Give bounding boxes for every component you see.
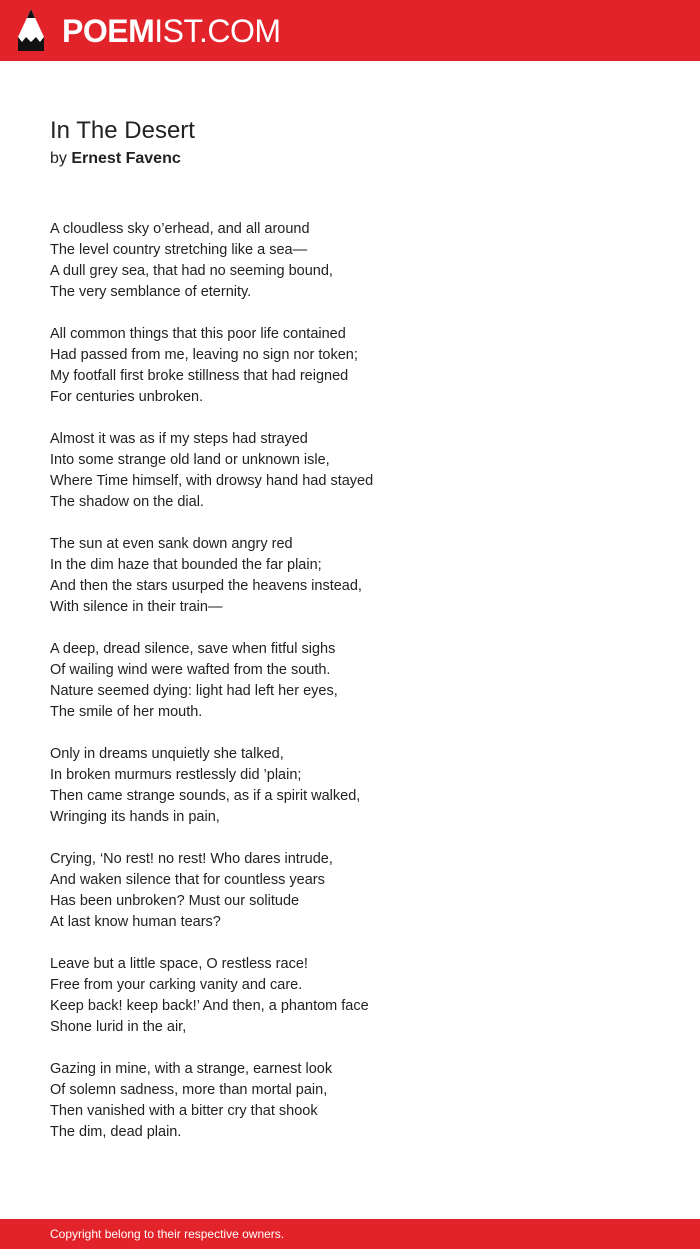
poem-line: Where Time himself, with drowsy hand had stayed: [50, 473, 374, 489]
poem-line: The dim, dead plain.: [50, 1124, 182, 1140]
poem-line: And then the stars usurped the heavens instead,: [50, 578, 362, 594]
site-logo[interactable]: [62, 11, 281, 51]
poem-line: Free from your carking vanity and care.: [50, 977, 303, 993]
site-footer: [0, 1219, 700, 1249]
stanza: [50, 324, 650, 408]
poem-line: Shone lurid in the air,: [50, 1019, 187, 1035]
poem-line: The smile of her mouth.: [50, 704, 203, 720]
poem-line: The level country stretching like a sea—: [50, 242, 308, 258]
stanza: [50, 1059, 650, 1143]
logo-light-text: IST.COM: [154, 13, 281, 49]
by-label: by: [50, 150, 67, 167]
site-header: [0, 0, 700, 61]
poem-line: Nature seemed dying: light had left her eyes,: [50, 683, 338, 699]
poem-line: The very semblance of eternity.: [50, 284, 252, 300]
poem-line: My footfall first broke stillness that had reigned: [50, 368, 349, 384]
poem-line: Had passed from me, leaving no sign nor token;: [50, 347, 358, 363]
stanza: [50, 429, 650, 513]
poem-line: In the dim haze that bounded the far plain;: [50, 557, 322, 573]
copyright-text: Copyright belong to their respective owners.: [50, 1227, 285, 1241]
stanza: [50, 639, 650, 723]
poem-line: A deep, dread silence, save when fitful sighs: [50, 641, 336, 657]
poem-line: And waken silence that for countless years: [50, 872, 325, 888]
author-name: Ernest Favenc: [71, 150, 181, 167]
poem-line: Of solemn sadness, more than mortal pain,: [50, 1082, 328, 1098]
poem-line: With silence in their train—: [50, 599, 223, 615]
poem-line: A cloudless sky o’erhead, and all around: [50, 221, 310, 237]
stanza: [50, 954, 650, 1038]
poem-line: Crying, ‘No rest! no rest! Who dares intrude,: [50, 851, 333, 867]
poem-line: Only in dreams unquietly she talked,: [50, 746, 284, 762]
poem-line: A dull grey sea, that had no seeming bound,: [50, 263, 333, 279]
stanza: [50, 534, 650, 618]
poem-line: The sun at even sank down angry red: [50, 536, 293, 552]
logo-bold-text: POEM: [62, 13, 155, 49]
poem-line: Wringing its hands in pain,: [50, 809, 220, 825]
poem-line: Gazing in mine, with a strange, earnest look: [50, 1061, 333, 1077]
byline: [50, 149, 181, 169]
poem-line: The shadow on the dial.: [50, 494, 204, 510]
poem-line: Has been unbroken? Must our solitude: [50, 893, 300, 909]
poem-line: For centuries unbroken.: [50, 389, 204, 405]
poem-line: All common things that this poor life contained: [50, 326, 346, 342]
stanza: [50, 744, 650, 828]
poem-line: Keep back! keep back!’ And then, a phantom face: [50, 998, 369, 1014]
poem-line: Of wailing wind were wafted from the south.: [50, 662, 331, 678]
stanza: [50, 849, 650, 933]
poem-line: Almost it was as if my steps had strayed: [50, 431, 308, 447]
stanza: [50, 219, 650, 303]
poem-line: Leave but a little space, O restless race!: [50, 956, 308, 972]
poem-line: Then came strange sounds, as if a spirit walked,: [50, 788, 361, 804]
poem-title: In The Desert: [50, 117, 195, 144]
poem-line: In broken murmurs restlessly did ’plain;: [50, 767, 302, 783]
poem-line: Into some strange old land or unknown isle,: [50, 452, 330, 468]
poem-body: [50, 219, 650, 1164]
poem-line: Then vanished with a bitter cry that shook: [50, 1103, 318, 1119]
pencil-icon[interactable]: [18, 9, 44, 51]
poem-line: At last know human tears?: [50, 914, 221, 930]
